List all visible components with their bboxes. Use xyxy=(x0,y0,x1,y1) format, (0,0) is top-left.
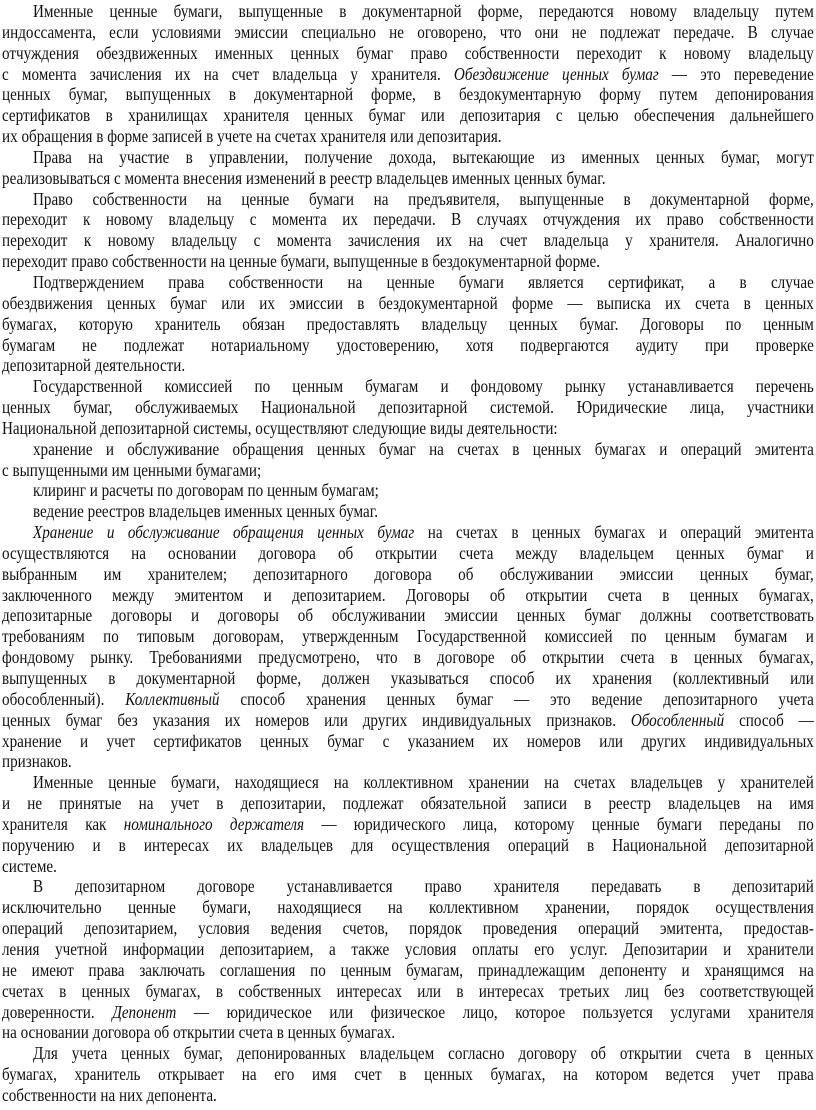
text-line xyxy=(2,1002,814,1023)
text-line xyxy=(2,355,814,376)
text-segment: доверенности. xyxy=(2,1001,113,1022)
text-line xyxy=(2,230,814,251)
paragraph xyxy=(2,772,814,876)
text-segment: ведение реестров владельцев именных ценных бумаг. xyxy=(32,501,378,522)
text-segment: Именные ценные бумаги, находящиеся на коллективном хранении на счетах владельцев у хранителей xyxy=(32,772,814,793)
text-line xyxy=(2,209,814,230)
text-segment: отчуждения обездвиженных именных ценных бумаг право собственности переходит к новому владельцу xyxy=(2,42,814,63)
text-line xyxy=(2,43,814,64)
text-line xyxy=(2,126,814,147)
text-line xyxy=(2,314,814,335)
text-line xyxy=(2,272,814,293)
text-line xyxy=(2,439,814,460)
paragraph xyxy=(2,501,814,522)
text-segment: признаков. xyxy=(2,751,72,772)
text-line xyxy=(2,293,814,314)
text-segment: собственности на них депонента. xyxy=(2,1084,217,1105)
text-segment: обособленный). xyxy=(2,688,126,709)
text-segment: на основании договора об открытии счета в ценных бумагах. xyxy=(2,1022,396,1043)
text-line xyxy=(2,772,814,793)
text-line xyxy=(2,605,814,626)
paragraph xyxy=(2,376,814,439)
text-line xyxy=(2,501,814,522)
text-line xyxy=(2,647,814,668)
text-line xyxy=(2,480,814,501)
text-segment: — юридического лица, которому ценные бумаги переданы по xyxy=(303,813,814,834)
text-line xyxy=(2,522,814,543)
paragraph xyxy=(2,480,814,501)
text-segment: выпущенных в документарной форме, должен указываться способ их хранения (коллективный или xyxy=(2,668,814,688)
text-line xyxy=(2,856,814,877)
text-segment: ценных бумаг, выпущенных в документарной форме, в бездокументарную форму путем депонирования xyxy=(2,84,814,105)
text-segment: сертификатов в хранилищах хранителя ценных бумаг или депозитария с целью обеспечения дальнейшего xyxy=(2,105,814,126)
text-segment: В депозитарном договоре устанавливается право хранителя передавать в депозитарий xyxy=(32,876,814,897)
text-line xyxy=(2,22,814,43)
text-line xyxy=(2,835,814,856)
text-segment: бумагах, которую хранитель обязан предоставлять владельцу ценных бумаг. Договоры по ценным xyxy=(2,313,814,334)
text-line xyxy=(2,897,814,918)
text-segment: Права на участие в управлении, получение дохода, вытекающие из именных ценных бумаг, могут xyxy=(32,146,814,167)
text-segment: исключительно ценные бумаги, находящиеся на коллективном хранении, порядок осуществления xyxy=(2,897,814,918)
text-segment: переходит к новому владельцу с момента зачисления их на счет владельца у хранителя. Аналогично xyxy=(2,230,814,251)
text-segment: реализовываться с момента внесения изменений в реестр владельцев именных ценных бумаг. xyxy=(2,167,606,188)
text-segment: Национальной депозитарной системы, осуществляют следующие виды деятельности: xyxy=(2,417,558,438)
text-segment: ценных бумаг, обслуживаемых Национальной депозитарной системой. Юридические лица, участники xyxy=(2,397,814,418)
text-segment: выбранным им хранителем; депозитарного договора об обслуживании эмиссии ценных бумаг, xyxy=(2,563,814,584)
text-line xyxy=(2,105,814,126)
text-segment: Подтверждением права собственности на ценные бумаги является сертификат, а в случае xyxy=(32,271,814,292)
text-line xyxy=(2,84,814,105)
paragraph xyxy=(2,522,814,772)
text-segment: Для учета ценных бумаг, депонированных владельцем согласно договору об открытии счета в ценных xyxy=(32,1043,814,1064)
text-segment: бумагам не подлежат нотариальному удостоверению, хотя подвергаются аудиту при проверке xyxy=(2,334,814,355)
text-segment: хранение и обслуживание обращения ценных бумаг на счетах в ценных бумагах и операций эмитента xyxy=(32,438,814,459)
paragraph xyxy=(2,1,814,147)
text-line xyxy=(2,585,814,606)
text-segment: с момента зачисления их на счет владельца у хранителя. xyxy=(2,63,454,84)
text-segment: переходит к новому владельцу с момента их передачи. В случаях отчуждения их право собственности xyxy=(2,209,814,230)
text-line xyxy=(2,1043,814,1064)
paragraph xyxy=(2,1043,814,1106)
text-segment: заключенного между эмитентом и депозитарием. Договоры об открытии счета в ценных бумагах, xyxy=(2,584,814,605)
text-segment: хранение и учет сертификатов ценных бумаг с указанием их номеров или других индивидуальных xyxy=(2,730,814,751)
text-line xyxy=(2,814,814,835)
text-segment: хранителя как xyxy=(2,813,124,834)
text-line xyxy=(2,1,814,22)
text-line xyxy=(2,731,814,752)
text-line xyxy=(2,668,814,689)
text-line xyxy=(2,564,814,585)
text-segment: депозитарные договоры и договоры об обслуживании эмиссии ценных бумаг должны соответствовать xyxy=(2,605,814,626)
text-line xyxy=(2,376,814,397)
text-line xyxy=(2,335,814,356)
text-segment: Именные ценные бумаги, выпущенные в документарной форме, передаются новому владельцу путем xyxy=(32,1,814,21)
text-segment: системе. xyxy=(2,855,57,876)
text-segment: на счетах в ценных бумагах и операций эмитента xyxy=(414,522,814,543)
text-segment: и не принятые на учет в депозитарии, подлежат обязательной записи в реестр владельцев на имя xyxy=(2,793,814,814)
text-line xyxy=(2,189,814,210)
text-segment: клиринг и расчеты по договорам по ценным бумагам; xyxy=(32,480,379,501)
text-segment: фондовому рынку. Требованиями предусмотрено, что в договоре об открытии счета в ценных бумагах, xyxy=(2,647,814,668)
text-segment: — юридическое или физическое лицо, которое пользуется услугами хранителя xyxy=(176,1001,814,1022)
text-line xyxy=(2,64,814,85)
text-segment: счетах в ценных бумагах, в собственных интересах или в интересах третьих лиц без соответствующей xyxy=(2,980,814,1001)
text-line xyxy=(2,626,814,647)
text-line xyxy=(2,918,814,939)
text-line xyxy=(2,751,814,772)
text-segment: бумагах, хранитель открывает на его имя счет в ценных бумагах, на котором ведется учет права xyxy=(2,1064,814,1085)
text-segment: ления учетной информации депозитарием, а также условия оплаты его услуг. Депозитарии и хранители xyxy=(2,938,814,959)
text-segment: Право собственности на ценные бумаги на предъявителя, выпущенные в документарной форме, xyxy=(32,188,814,209)
italic-term: Хранение и обслуживание обращения ценных бумаг xyxy=(32,522,415,543)
text-line xyxy=(2,251,814,272)
text-line xyxy=(2,1064,814,1085)
text-segment: осуществляются на основании договора об открытии счета между владельцем ценных бумаг и xyxy=(2,542,814,563)
text-segment: индоссамента, если условиями эмиссии специально не оговорено, что они не подлежат передаче. В случае xyxy=(2,21,814,42)
italic-term: Депонент xyxy=(112,1001,177,1022)
text-line xyxy=(2,793,814,814)
text-line xyxy=(2,689,814,710)
paragraph xyxy=(2,147,814,189)
text-segment: депозитарной деятельности. xyxy=(2,355,186,376)
text-segment: их обращения в форме записей в учете на счетах хранителя или депозитария. xyxy=(2,126,502,147)
text-segment: требованиям по типовым договорам, утвержденным Государственной комиссией по ценным бумагам и xyxy=(2,626,814,647)
italic-term: Обособленный xyxy=(630,709,725,730)
text-segment: не имеют права заключать соглашения по ценным бумагам, принадлежащим депоненту и хранящимся на xyxy=(2,959,814,980)
text-line xyxy=(2,876,814,897)
text-segment: поручению и в интересах их владельцев для осуществления операций в Национальной депозитарной xyxy=(2,834,814,855)
document-page xyxy=(2,1,814,1106)
paragraph xyxy=(2,439,814,481)
text-line xyxy=(2,939,814,960)
text-segment: способ хранения ценных бумаг — это ведение депозитарного учета xyxy=(219,688,814,709)
text-line xyxy=(2,1022,814,1043)
paragraph xyxy=(2,189,814,272)
text-line xyxy=(2,1085,814,1106)
italic-term: Обездвижение ценных бумаг xyxy=(453,63,659,84)
text-line xyxy=(2,147,814,168)
text-line xyxy=(2,960,814,981)
text-line xyxy=(2,418,814,439)
text-line xyxy=(2,981,814,1002)
text-line xyxy=(2,168,814,189)
text-line xyxy=(2,710,814,731)
italic-term: Коллективный xyxy=(125,688,220,709)
text-segment: с выпущенными им ценными бумагами; xyxy=(2,459,262,480)
text-segment: Государственной комиссией по ценным бумагам и фондовому рынку устанавливается перечень xyxy=(32,376,814,397)
paragraph xyxy=(2,876,814,1043)
text-segment: операций депозитарием, условия ведения счетов, порядок проведения операций эмитента, предостав- xyxy=(2,918,814,939)
text-segment: — это переведение xyxy=(658,63,814,84)
italic-term: номинального держателя xyxy=(123,813,304,834)
text-segment: ценных бумаг без указания их номеров или других индивидуальных признаков. xyxy=(2,709,631,730)
text-line xyxy=(2,460,814,481)
text-line xyxy=(2,397,814,418)
text-segment: способ — xyxy=(724,709,814,730)
text-segment: обездвижения ценных бумаг или их эмиссии в бездокументарной форме — выписка их счета в ценных xyxy=(2,292,814,313)
text-line xyxy=(2,543,814,564)
text-segment: переходит право собственности на ценные бумаги, выпущенные в бездокументарной форме. xyxy=(2,251,600,272)
paragraph xyxy=(2,272,814,376)
